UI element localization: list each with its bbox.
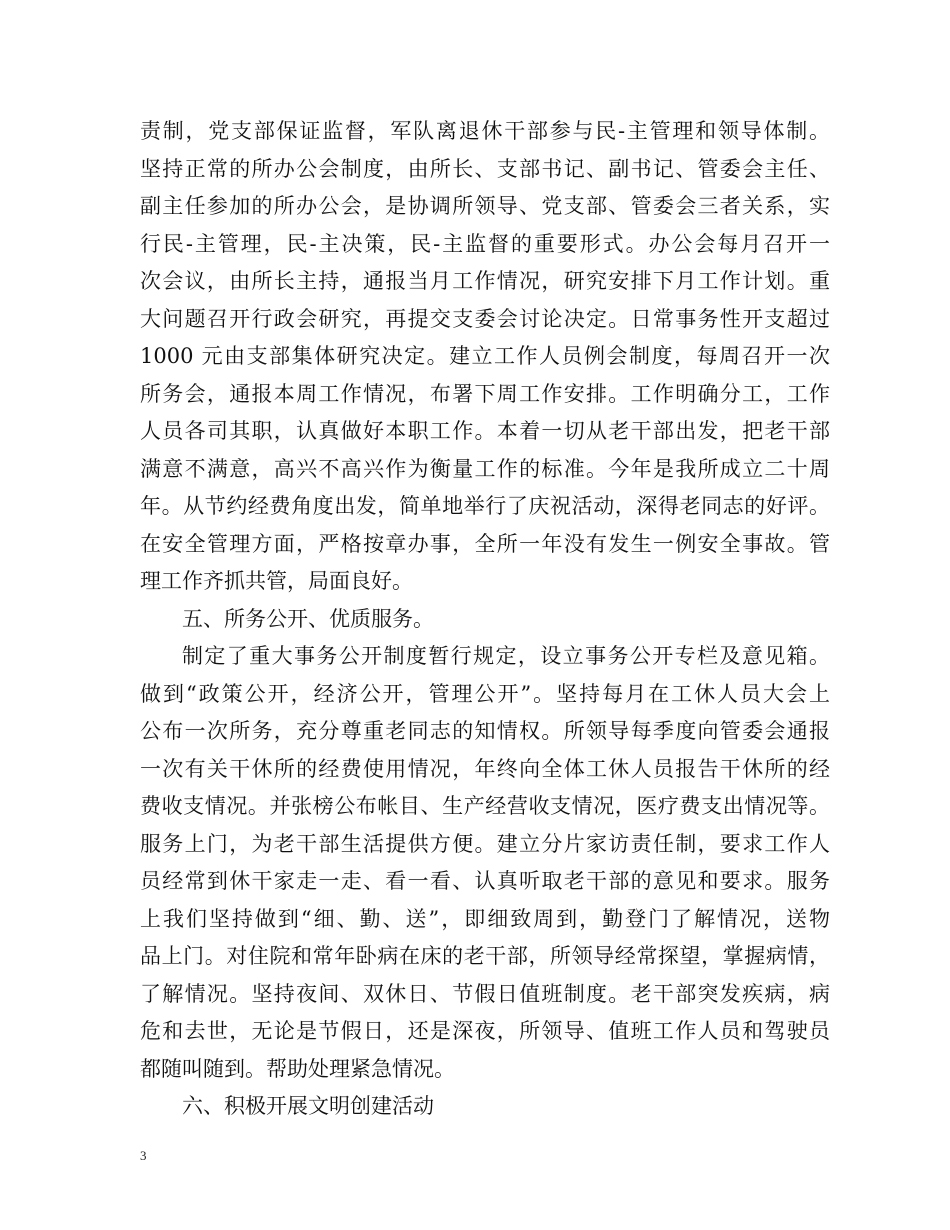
text-line: 费收支情况。并张榜公布帐目、生产经营收支情况，医疗费支出情况等。 bbox=[140, 794, 830, 818]
body-text bbox=[140, 113, 830, 1126]
page-number: 3 bbox=[140, 1148, 147, 1163]
text-line: 六、积极开展文明创建活动 bbox=[182, 1094, 434, 1118]
text-line: 次会议，由所长主持，通报当月工作情况，研究安排下月工作计划。重 bbox=[140, 269, 830, 293]
text-line: 五、所务公开、优质服务。 bbox=[182, 606, 434, 631]
text-line: 年。从节约经费角度出发，简单地举行了庆祝活动，深得老同志的好评。 bbox=[140, 494, 830, 518]
text-line: 理工作齐抓共管，局面良好。 bbox=[140, 569, 413, 593]
text-line: 副主任参加的所办公会，是协调所领导、党支部、管委会三者关系，实 bbox=[140, 194, 830, 218]
text-line: 危和去世，无论是节假日，还是深夜，所领导、值班工作人员和驾驶员 bbox=[140, 1019, 830, 1043]
text-line: 人员各司其职，认真做好本职工作。本着一切从老干部出发，把老干部 bbox=[140, 419, 830, 443]
text-line: 大问题召开行政会研究，再提交支委会讨论决定。日常事务性开支超过 bbox=[140, 306, 830, 331]
text-line: 品上门。对住院和常年卧病在床的老干部，所领导经常探望，掌握病情， bbox=[140, 944, 830, 968]
text-line: 制定了重大事务公开制度暂行规定，设立事务公开专栏及意见箱。 bbox=[182, 644, 830, 668]
text-line: 公布一次所务，充分尊重老同志的知情权。所领导每季度向管委会通报 bbox=[140, 719, 830, 743]
text-line: 做到“政策公开，经济公开，管理公开”。坚持每月在工休人员大会上 bbox=[140, 681, 830, 706]
text-line: 满意不满意，高兴不高兴作为衡量工作的标准。今年是我所成立二十周 bbox=[140, 456, 830, 481]
text-line: 在安全管理方面，严格按章办事，全所一年没有发生一例安全事故。管 bbox=[140, 531, 830, 556]
text-line: 坚持正常的所办公会制度，由所长、支部书记、副书记、管委会主任、 bbox=[140, 156, 830, 181]
text-line: 所务会，通报本周工作情况，布署下周工作安排。工作明确分工，工作 bbox=[140, 381, 830, 406]
text-line: 行民-主管理，民-主决策，民-主监督的重要形式。办公会每月召开一 bbox=[140, 231, 830, 256]
text-line: 上我们坚持做到“细、勤、送”，即细致周到，勤登门了解情况，送物 bbox=[140, 906, 830, 931]
text-line: 员经常到休干家走一走、看一看、认真听取老干部的意见和要求。服务 bbox=[140, 869, 830, 893]
text-line: 1000 元由支部集体研究决定。建立工作人员例会制度，每周召开一次 bbox=[140, 344, 830, 368]
text-line: 一次有关干休所的经费使用情况，年终向全体工休人员报告干休所的经 bbox=[140, 756, 830, 781]
text-line: 都随叫随到。帮助处理紧急情况。 bbox=[140, 1056, 455, 1081]
text-line: 服务上门，为老干部生活提供方便。建立分片家访责任制，要求工作人 bbox=[140, 831, 830, 856]
text-line: 了解情况。坚持夜间、双休日、节假日值班制度。老干部突发疾病，病 bbox=[140, 981, 830, 1006]
text-line: 责制，党支部保证监督，军队离退休干部参与民-主管理和领导体制。 bbox=[140, 119, 830, 143]
